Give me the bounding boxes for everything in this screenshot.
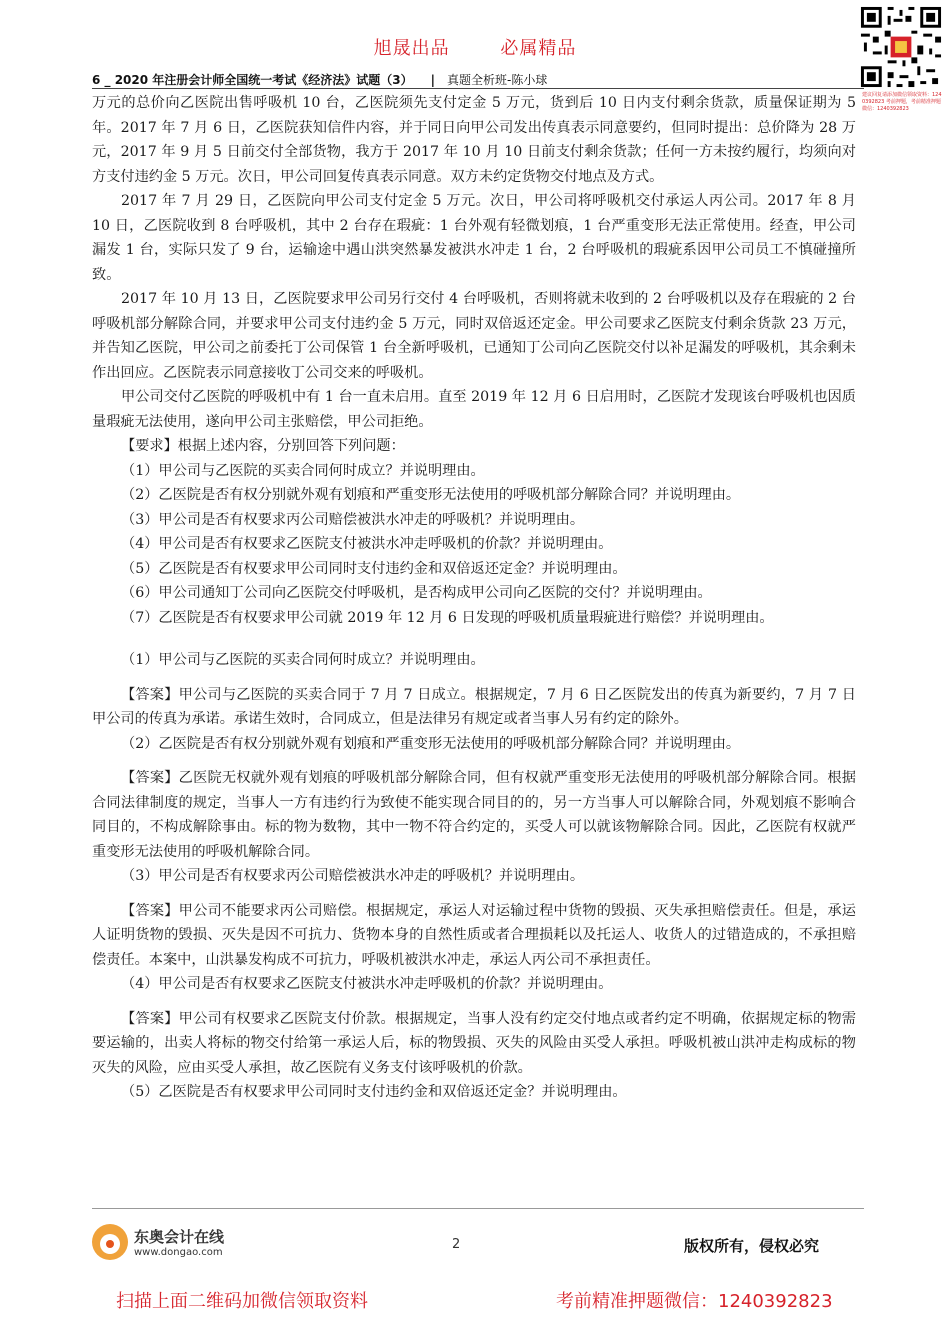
paragraph: 2017 年 10 月 13 日，乙医院要求甲公司另行交付 4 台呼吸机，否则将就未收到的 2 台呼吸机以及存在瑕疵的 2 台呼吸机部分解除合同，并要求甲公司支付违约金 5 万元，同时双倍返还定金。甲公司要求乙医院支付剩余货款 23 万元，并告知乙医院，甲公司之前委托丁公司保管 1 台全新呼吸机，已通知丁公司向乙医院交付以补足漏发的呼吸机，其余剩未作出回应。乙医院表示同意接收丁公司交来的呼吸机。 — [92, 291, 856, 381]
qr-side-text: 建议回复请添加微信领取资料：1240392823 考前押题，考前精准押题微信：1240392823 — [862, 92, 942, 112]
paragraph: 【要求】根据上述内容，分别回答下列问题： — [121, 438, 405, 454]
paragraph: 【答案】甲公司与乙医院的买卖合同于 7 月 7 日成立。根据规定，7 月 6 日乙医院发出的传真为新要约，7 月 7 日甲公司的传真为承诺。承诺生效时，合同成立，但是法律另有规定或者当事人另有约定的除外。 — [92, 686, 856, 727]
paragraph: （2）乙医院是否有权分别就外观有划痕和严重变形无法使用的呼吸机部分解除合同？并说明理由。 — [121, 487, 741, 503]
logo-site-text: www.dongao.com — [134, 1247, 223, 1258]
paragraph: （4）甲公司是否有权要求乙医院支付被洪水冲走呼吸机的价款？并说明理由。 — [121, 976, 613, 992]
paragraph: （1）甲公司与乙医院的买卖合同何时成立？并说明理由。 — [121, 652, 485, 668]
logo-mark-icon — [92, 1224, 128, 1260]
paragraph: （5）乙医院是否有权要求甲公司同时支付违约金和双倍返还定金？并说明理由。 — [121, 560, 627, 577]
paragraph: 【答案】甲公司有权要求乙医院支付价款。根据规定，当事人没有约定交付地点或者约定不明确，依据规定标的物需要运输的，出卖人将标的物交付给第一承运人后，标的物毁损、灭失的风险由买受人承担。呼吸机被山洪冲走构成标的物灭失的风险，应由买受人承担，故乙医院有义务支付该呼吸机的价款。 — [92, 1010, 856, 1076]
banner-right: 必属精品 — [500, 38, 577, 59]
bottom-promo-right: 考前精准押题微信：1240392823 — [556, 1291, 833, 1312]
bottom-promo-left: 扫描上面二维码加微信领取资料 — [116, 1291, 368, 1312]
paragraph: 【答案】甲公司不能要求丙公司赔偿。根据规定，承运人对运输过程中货物的毁损、灭失承担赔偿责任。但是，承运人证明货物的毁损、灭失是因不可抗力、货物本身的自然性质或者合理损耗以及托运人、收货人的过错造成的，不承担赔偿责任。本案中，山洪暴发构成不可抗力，呼吸机被洪水冲走，承运人丙公司不承担责任。 — [92, 902, 856, 968]
paragraph: （6）甲公司通知丁公司向乙医院交付呼吸机，是否构成甲公司向乙医院的交付？并说明理由。 — [121, 585, 712, 601]
logo-brand-text: 东奥会计在线 — [134, 1228, 225, 1246]
paragraph: （4）甲公司是否有权要求乙医院支付被洪水冲走呼吸机的价款？并说明理由。 — [121, 536, 613, 552]
paragraph: （3）甲公司是否有权要求丙公司赔偿被洪水冲走的呼吸机？并说明理由。 — [121, 868, 585, 884]
header-title: 6 _ 2020 年注册会计师全国统一考试《经济法》试题（3） — [92, 73, 413, 87]
paragraph: 2017 年 7 月 29 日，乙医院向甲公司支付定金 5 万元。次日，甲公司将呼吸机交付承运人丙公司。2017 年 8 月 10 日，乙医院收到 8 台呼吸机，其中 2 台存在瑕疵：1 台外观有轻微划痕，1 台严重变形无法正常使用。经查，甲公司漏发 1 台，实际只发了 9 台，运输途中遇山洪突然暴发被洪水冲走 1 台，2 台呼吸机的瑕疵系因甲公司员工不慎碰撞所致。 — [92, 193, 856, 283]
paragraph: 甲公司交付乙医院的呼吸机中有 1 台一直未启用。直至 2019 年 12 月 6 日启用时，乙医院才发现该台呼吸机也因质量瑕疵无法使用，遂向甲公司主张赔偿，甲公司拒绝。 — [92, 389, 856, 430]
paragraph: （2）乙医院是否有权分别就外观有划痕和严重变形无法使用的呼吸机部分解除合同？并说明理由。 — [121, 735, 741, 752]
header-divider — [92, 88, 864, 89]
paragraph: 万元的总价向乙医院出售呼吸机 10 台，乙医院须先支付定金 5 万元，货到后 10 日内支付剩余货款，质量保证期为 5 年。2017 年 7 月 6 日，乙医院获知信件内容，并于同日向甲公司发出传真表示同意要约，但同时提出：总价降为 28 万元，2017 年 9 月 5 日前交付全部货物，我方于 2017 年 10 月 10 日前支付剩余货款；任何一方未按约履行，均须向对方支付违约金 5 万元。次日，甲公司回复传真表示同意。双方未约定货物交付地点及方式。 — [92, 95, 856, 185]
paragraph: （5）乙医院是否有权要求甲公司同时支付违约金和双倍返还定金？并说明理由。 — [121, 1084, 627, 1100]
banner-left: 旭晟出品 — [373, 38, 450, 59]
paragraph: （7）乙医院是否有权要求甲公司就 2019 年 12 月 6 日发现的呼吸机质量瑕疵进行赔偿？并说明理由。 — [121, 609, 774, 626]
paragraph: 【答案】乙医院无权就外观有划痕的呼吸机部分解除合同，但有权就严重变形无法使用的呼吸机部分解除合同。根据合同法律制度的规定，当事人一方有违约行为致使不能实现合同目的的，另一方当事人可以解除合同，外观划痕不影响合同目的，不构成解除事由。标的物为数物，其中一物不符合约定的，买受人可以就该物解除合同。因此，乙医院有权就严重变形无法使用的呼吸机解除合同。 — [92, 770, 856, 860]
copyright-notice: 版权所有，侵权必究 — [684, 1237, 820, 1255]
header-course: 真题全析班-陈小球 — [447, 73, 548, 87]
header-separator: | — [430, 73, 436, 87]
paragraph: （1）甲公司与乙医院的买卖合同何时成立？并说明理由。 — [121, 462, 485, 479]
dongao-logo — [92, 1222, 332, 1268]
top-banner — [0, 34, 950, 60]
page-number: 2 — [452, 1237, 461, 1252]
footer-divider — [92, 1208, 864, 1209]
page-header — [92, 71, 547, 88]
document-body — [92, 91, 856, 1105]
qr-code-icon — [858, 4, 944, 90]
paragraph: （3）甲公司是否有权要求丙公司赔偿被洪水冲走的呼吸机？并说明理由。 — [121, 511, 585, 528]
